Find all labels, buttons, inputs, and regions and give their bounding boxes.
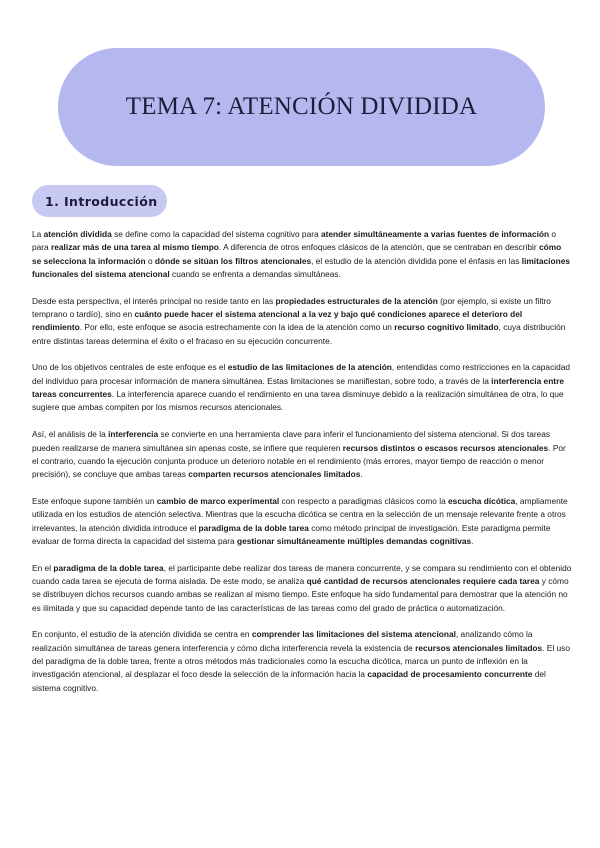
bold-text: comprender las limitaciones del sistema atencional (251, 629, 456, 640)
text-run: . (360, 469, 363, 480)
text-run: o para (32, 229, 557, 253)
text-run: . Por ello, este enfoque se asocia estrechamente con la idea de la atención como un (79, 322, 395, 333)
text-run: En conjunto, el estudio de la atención dividida se centra en (32, 629, 252, 640)
bold-text: recursos atencionales limitados (415, 642, 543, 653)
text-run: y cómo se distribuyen dichos recursos cuando ambas se realizan al mismo tiempo. Este enfoque ha sido fundamental para demostrar que la atención no es ilimitada y que su capacidad depende tanto de las características de las tareas como del grado de práctica o automatización. (32, 575, 569, 613)
bold-text: cuánto puede hacer el sistema atencional a la vez y bajo qué condiciones aparece el deterioro del rendimiento (32, 309, 523, 333)
text-run: o (145, 255, 155, 266)
text-run: . El uso del paradigma de la doble tarea, frente a otros métodos más tradicionales como la escucha dicótica, marca un punto de inflexión en la investigación atencional, al desplazar el foco desde la selección de la información hacia la (32, 642, 570, 680)
text-run: Este enfoque supone también un (32, 495, 157, 506)
text-run: con respecto a paradigmas clásicos como la (279, 495, 449, 506)
bold-text: paradigma de la doble tarea (53, 562, 164, 573)
text-run: . Por el contrario, cuando la ejecución conjunta produce un deterioro notable en el rendimiento (más errores, mayor tiempo de reacción o menor precisión), se concluye que ambas tareas (32, 442, 566, 480)
body-text (32, 228, 572, 708)
bold-text: dónde se sitúan los filtros atencionales (154, 255, 312, 266)
paragraph (32, 628, 572, 695)
bold-text: cómo se selecciona la información (32, 242, 562, 266)
bold-text: limitaciones funcionales del sistema atencional (32, 255, 570, 280)
text-run: , ampliamente utilizada en los estudios de atención selectiva. Mientras que la escucha dicótica se centra en la selección de un mensaje relevante frente a otros irrelevantes, la atención dividida introduce el (32, 495, 568, 533)
bold-text: capacidad de procesamiento concurrente (367, 669, 533, 680)
text-run: . La interferencia aparece cuando el rendimiento en una tarea disminuye debido a la realización simultánea de otra, lo que sugiere que ambas compiten por los mismos recursos atencionales. (32, 389, 564, 413)
text-run: se define como la capacidad del sistema cognitivo para (111, 229, 321, 239)
text-run: cuando se enfrenta a demandas simultáneas. (169, 269, 341, 280)
bold-text: atención dividida (43, 229, 112, 239)
bold-text: recurso cognitivo limitado (394, 322, 499, 333)
paragraph (32, 495, 572, 548)
text-run: como método principal de investigación. Este paradigma permite evaluar de forma directa la capacidad del sistema para (32, 522, 551, 546)
text-run: . (471, 535, 474, 546)
bold-text: recursos distintos o escasos recursos atencionales (342, 442, 549, 453)
bold-text: atender simultáneamente a varias fuentes de información (320, 229, 550, 239)
text-run: (por ejemplo, si existe un filtro temprano o tardío), sino en (32, 295, 551, 320)
text-run: . A diferencia de otros enfoques clásicos de la atención, que se centraban en describir (218, 242, 539, 253)
bold-text: escucha dicótica (448, 495, 516, 506)
bold-text: realizar más de una tarea al mismo tiempo (51, 242, 219, 253)
paragraph (32, 361, 572, 414)
bold-text: qué cantidad de recursos atencionales requiere cada tarea (306, 575, 540, 586)
text-run: Desde esta perspectiva, el interés principal no reside tanto en las (32, 295, 276, 306)
text-run: del sistema cognitivo. (32, 669, 546, 693)
text-run: , analizando cómo la realización simultánea de tareas genera interferencia y cómo dicha interferencia revela la existencia de (32, 629, 533, 653)
text-run: , el estudio de la atención dividida pone el énfasis en las (311, 255, 522, 266)
text-run: , el participante debe realizar dos tareas de manera concurrente, y se compara su rendimiento con el obtenido cuando cada tarea se ejecuta de forma aislada. De este modo, se analiza (32, 562, 572, 586)
text-run: , cuya distribución entre distintas tareas determina el éxito o el fracaso en su ejecución concurrente. (32, 322, 566, 346)
bold-text: paradigma de la doble tarea (198, 522, 309, 533)
section-heading: 1. Introducción (45, 193, 158, 209)
bold-text: interferencia entre tareas concurrentes (32, 375, 564, 400)
text-run: La (32, 229, 44, 239)
bold-text: comparten recursos atencionales limitados (188, 469, 361, 480)
text-run: , entendidas como restricciones en la capacidad del individuo para procesar información de manera simultánea. Estas limitaciones se manifiestan, sobre todo, a través de la (32, 362, 571, 386)
section-heading-pill (32, 185, 167, 217)
bold-text: estudio de las limitaciones de la atención (227, 362, 392, 373)
paragraph (32, 428, 572, 481)
text-run: se convierte en una herramienta clave para inferir el funcionamiento del sistema atencional. Si dos tareas pueden realizarse de manera simultánea sin apenas coste, se infiere que requieren (32, 429, 551, 453)
paragraph (32, 295, 572, 348)
text-run: Uno de los objetivos centrales de este enfoque es el (32, 362, 228, 373)
paragraph (32, 562, 572, 615)
text-run: En el (32, 562, 54, 573)
page-title: TEMA 7: ATENCIÓN DIVIDIDA (125, 93, 478, 120)
bold-text: gestionar simultáneamente múltiples demandas cognitivas (237, 535, 472, 546)
bold-text: interferencia (108, 429, 159, 440)
text-run: Así, el análisis de la (32, 429, 109, 440)
bold-text: propiedades estructurales de la atención (275, 295, 438, 306)
bold-text: cambio de marco experimental (156, 495, 280, 506)
paragraph (32, 228, 572, 281)
